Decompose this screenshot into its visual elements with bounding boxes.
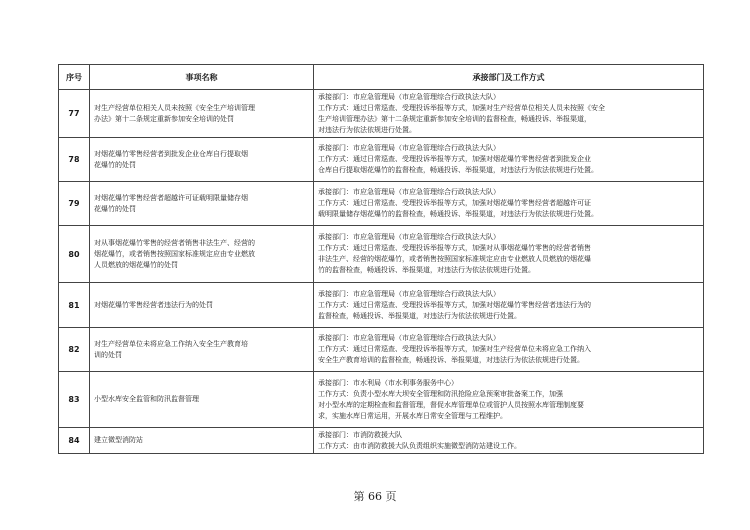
department-method-cell: [314, 328, 704, 372]
item-name-cell: [90, 182, 314, 226]
department-method-line: 非法生产、经营的烟花爆竹，或者销售按照国家标准规定应由专业燃放人员燃放的烟花爆: [318, 255, 591, 263]
department-method-line: 安全生产教育培训的监督检查，畅通投诉、举报渠道，对违法行为依法依规进行处置。: [318, 356, 584, 364]
item-name-line: 训的处罚: [94, 350, 122, 359]
department-method-line: 工作方式：通过日常巡查、受理投诉举报等方式，加强对从事烟花爆竹零售的经营者销售: [318, 244, 591, 252]
row-number: 79: [59, 182, 90, 226]
department-method-line: 生产培训管理办法》第十二条规定重新参加安全培训的监督检查，畅通投诉、举报渠道，: [318, 114, 591, 123]
matters-table: [58, 64, 704, 454]
item-name-line: 花爆竹的处罚: [94, 204, 136, 213]
item-name-line: 烟花爆竹，或者销售按照国家标准规定应由专业燃放: [94, 249, 255, 258]
table-row: [59, 226, 704, 283]
item-name-cell: [90, 372, 314, 428]
item-name-cell: [90, 428, 314, 454]
department-method-cell: [314, 226, 704, 283]
department-method-line: 求，实施水库日常运用，开展水库日常安全管理与工程维护。: [318, 411, 507, 420]
department-method-line: 工作方式：通过日常巡查、受理投诉举报等方式，加强对生产经营单位相关人员未按照《安全: [318, 103, 605, 112]
row-number: 82: [59, 328, 90, 372]
department-method-line: 载明限量储存烟花爆竹的监督检查，畅通投诉、举报渠道，对违法行为依法依规进行处置。: [318, 210, 598, 218]
department-method-line: 对小型水库的定期检查和监督管理，督促水库管理单位或管护人员按照水库管理制度要: [318, 400, 584, 409]
department-method-line: 工作方式：通过日常巡查、受理投诉举报等方式，加强对烟花爆竹零售经营者超越许可证: [318, 199, 591, 207]
table-row: [59, 182, 704, 226]
table-row: [59, 283, 704, 328]
item-name-line: 对从事烟花爆竹零售的经营者销售非法生产、经营的: [94, 238, 255, 247]
header-item: 事项名称: [90, 65, 314, 90]
page-number: 第 66 页: [353, 490, 397, 503]
row-number: 81: [59, 283, 90, 328]
department-method-line: 承接部门：市消防救援大队: [318, 430, 402, 439]
item-name-cell: [90, 90, 314, 138]
item-name-line: 建立微型消防站: [94, 436, 143, 444]
item-name-line: 办法》第十二条规定重新参加安全培训的处罚: [94, 114, 234, 123]
item-name-line: 对烟花爆竹零售经营者违法行为的处罚: [94, 300, 213, 309]
department-method-cell: [314, 182, 704, 226]
department-method-cell: [314, 372, 704, 428]
department-method-line: 工作方式：通过日常巡查、受理投诉举报等方式，加强对烟花爆竹零售经营者违法行为的: [318, 300, 591, 309]
department-method-line: 承接部门：市应急管理局（市应急管理综合行政执法大队）: [318, 289, 500, 298]
item-name-line: 小型水库安全监管和防汛监督管理: [94, 395, 199, 403]
department-method-cell: [314, 90, 704, 138]
department-method-line: 承接部门：市水利局（市水利事务服务中心）: [318, 378, 458, 387]
department-method-cell: [314, 283, 704, 328]
row-number: 78: [59, 138, 90, 182]
table-row: [59, 328, 704, 372]
department-method-cell: [314, 138, 704, 182]
department-method-line: 承接部门：市应急管理局（市应急管理综合行政执法大队）: [318, 233, 500, 241]
department-method-line: 承接部门：市应急管理局（市应急管理综合行政执法大队）: [318, 334, 500, 342]
table-row: [59, 138, 704, 182]
item-name-line: 对生产经营单位相关人员未按照《安全生产培训管理: [94, 103, 255, 112]
row-number: 83: [59, 372, 90, 428]
item-name-cell: [90, 138, 314, 182]
row-number: 77: [59, 90, 90, 138]
department-method-line: 仓库自行提取烟花爆竹的监督检查，畅通投诉、举报渠道，对违法行为依法依规进行处置。: [318, 166, 598, 174]
department-method-line: 工作方式：负责小型水库大坝安全管理和防汛抢险应急预案审批备案工作，加强: [318, 389, 563, 398]
table-row: [59, 90, 704, 138]
department-method-line: 竹的监督检查，畅通投诉、举报渠道，对违法行为依法依规进行处置。: [318, 266, 535, 274]
department-method-line: 工作方式：通过日常巡查、受理投诉举报等方式，加强对烟花爆竹零售经营者到批发企业: [318, 155, 591, 163]
header-no: 序号: [59, 65, 90, 90]
item-name-line: 对生产经营单位未将应急工作纳入安全生产教育培: [94, 339, 248, 348]
department-method-cell: [314, 428, 704, 454]
table-row: [59, 428, 704, 454]
item-name-line: 人员燃放的烟花爆竹的处罚: [94, 260, 178, 269]
row-number: 84: [59, 428, 90, 454]
item-name-line: 对烟花爆竹零售经营者超越许可证载明限量储存烟: [94, 193, 248, 202]
item-name-cell: [90, 328, 314, 372]
row-number: 80: [59, 226, 90, 283]
table-row: [59, 372, 704, 428]
department-method-line: 承接部门：市应急管理局（市应急管理综合行政执法大队）: [318, 92, 500, 101]
department-method-line: 工作方式：通过日常巡查、受理投诉举报等方式，加强对生产经营单位未将应急工作纳入: [318, 345, 591, 353]
item-name-line: 花爆竹的处罚: [94, 160, 136, 169]
department-method-line: 对违法行为依法依规进行处置。: [318, 125, 416, 134]
header-detail: 承接部门及工作方式: [314, 65, 704, 90]
department-method-line: 工作方式：由市消防救援大队负责组织实施微型消防站建设工作。: [318, 441, 521, 450]
department-method-line: 监督检查，畅通投诉、举报渠道，对违法行为依法依规进行处置。: [318, 311, 521, 320]
item-name-cell: [90, 283, 314, 328]
item-name-cell: [90, 226, 314, 283]
department-method-line: 承接部门：市应急管理局（市应急管理综合行政执法大队）: [318, 188, 500, 196]
department-method-line: 承接部门：市应急管理局（市应急管理综合行政执法大队）: [318, 144, 500, 152]
table-header-row: [59, 65, 704, 90]
item-name-line: 对烟花爆竹零售经营者到批发企业仓库自行提取烟: [94, 149, 248, 158]
